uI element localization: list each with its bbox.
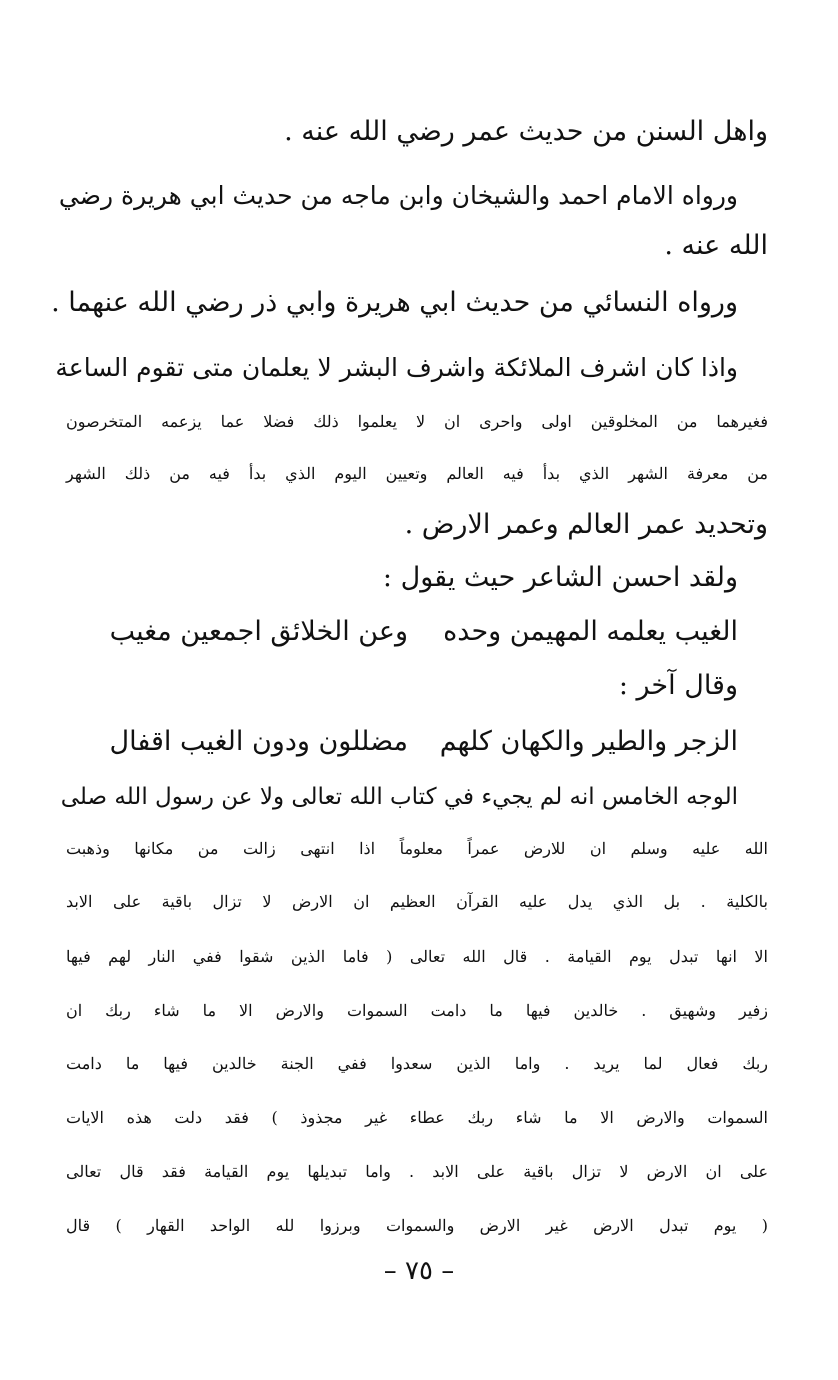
text-line: من معرفة الشهر الذي بدأ فيه العالم وتعيين اليوم الذي بدأ فيه من ذلك الشهر: [66, 464, 768, 483]
text-line: واهل السنن من حديث عمر رضي الله عنه .: [284, 116, 768, 147]
page-number: – ٧٥ –: [383, 1256, 455, 1286]
text-line: ولقد احسن الشاعر حيث يقول :: [382, 562, 738, 593]
text-line: وتحديد عمر العالم وعمر الارض .: [404, 509, 768, 540]
text-line: ورواه الامام احمد والشيخان وابن ماجه من حديث ابي هريرة رضي: [58, 181, 738, 210]
text-line: الله عليه وسلم ان للارض عمراً معلوماً اذا انتهى زالت من مكانها وذهبت: [66, 839, 768, 858]
text-line: زفير وشهيق . خالدين فيها ما دامت السموات والارض الا ما شاء ربك ان: [66, 1001, 768, 1020]
text-line: فغيرهما من المخلوقين اولى واحرى ان لا يعلموا ذلك فضلا عما يزعمه المتخرصون: [66, 412, 768, 431]
verse-second-hemistich: مضللون ودون الغيب اقفال: [109, 726, 408, 757]
text-line: ورواه النسائي من حديث ابي هريرة وابي ذر رضي الله عنهما .: [51, 287, 738, 318]
text-line: على ان الارض لا تزال باقية على الابد . واما تبديلها يوم القيامة فقد قال تعالى: [66, 1162, 768, 1181]
text-line: الوجه الخامس انه لم يجيء في كتاب الله تعالى ولا عن رسول الله صلى: [60, 784, 738, 810]
text-line: ربك فعال لما يريد . واما الذين سعدوا ففي الجنة خالدين فيها ما دامت: [66, 1054, 769, 1073]
verse-first-hemistich: الغيب يعلمه المهيمن وحده: [443, 616, 738, 647]
text-line: الا انها تبدل يوم القيامة . قال الله تعالى ( فاما الذين شقوا ففي النار لهم فيها: [66, 947, 768, 966]
text-line: الله عنه .: [664, 230, 768, 261]
text-line: واذا كان اشرف الملائكة واشرف البشر لا يعلمان متى تقوم الساعة: [55, 353, 738, 382]
text-line: بالكلية . بل الذي يدل عليه القرآن العظيم ان الارض لا تزال باقية على الابد: [66, 892, 768, 911]
verse-second-hemistich: وعن الخلائق اجمعين مغيب: [109, 616, 408, 647]
text-line: السموات والارض الا ما شاء ربك عطاء غير مجذوذ ) فقد دلت هذه الايات: [66, 1108, 768, 1127]
verse-first-hemistich: الزجر والطير والكهان كلهم: [439, 726, 738, 757]
text-line: ( يوم تبدل الارض غير الارض والسموات وبرزوا لله الواحد القهار ) قال: [66, 1216, 768, 1235]
text-line: وقال آخر :: [618, 670, 738, 701]
